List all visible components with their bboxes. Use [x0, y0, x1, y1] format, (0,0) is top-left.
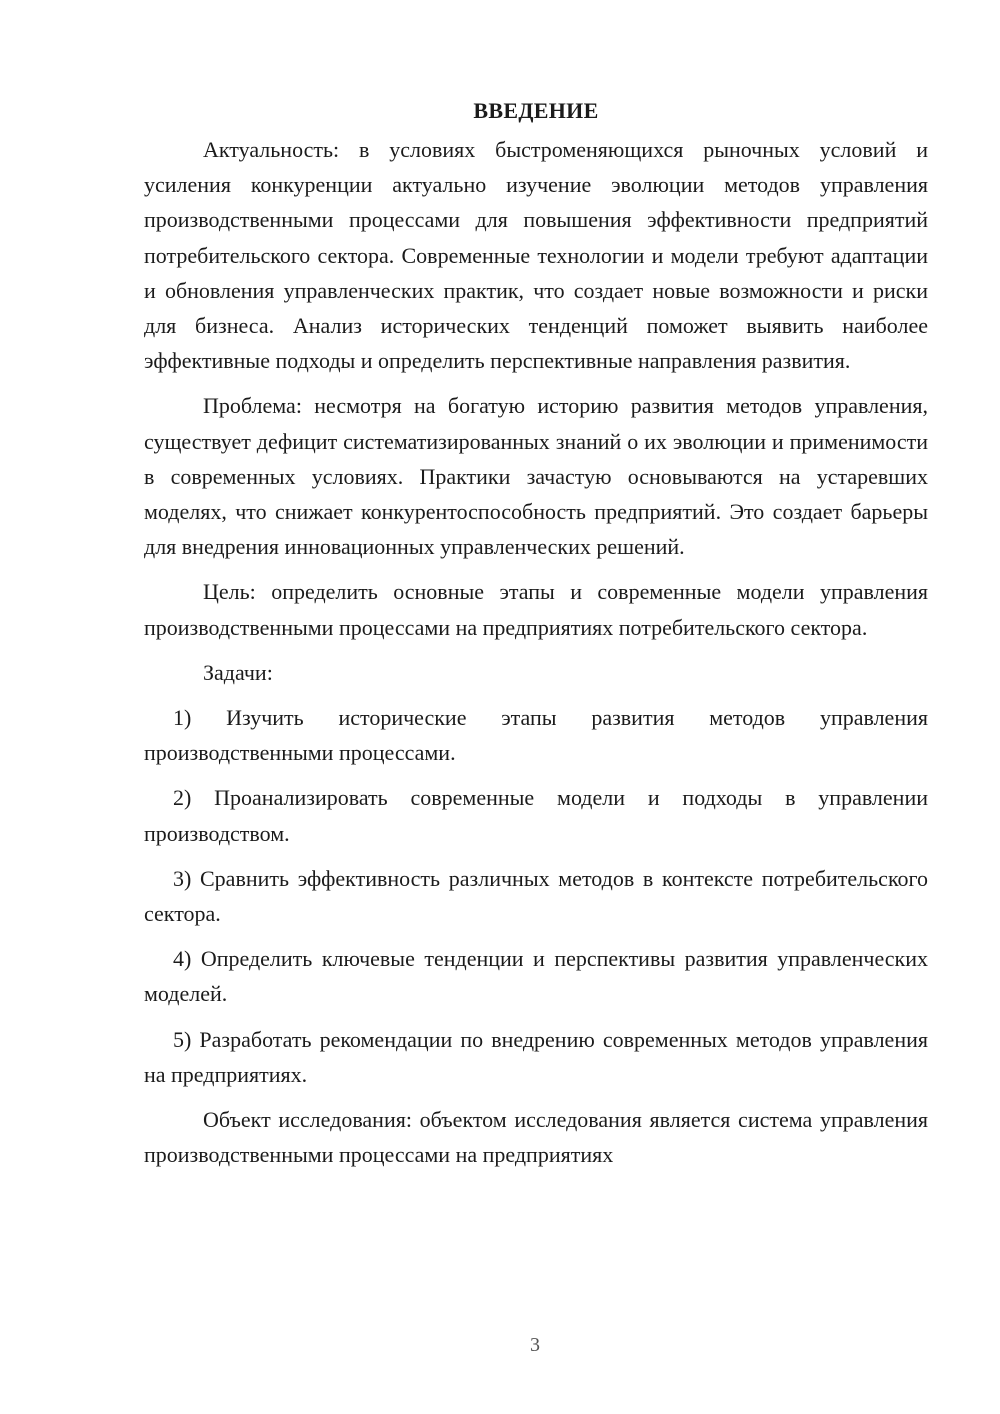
- tasks-list: [144, 700, 928, 1092]
- paragraph-goal: Цель: определить основные этапы и современные модели управления производственными процессами на предприятиях потребительского сектора.: [144, 579, 928, 640]
- tasks-title: Задачи:: [203, 659, 273, 685]
- page-content: [144, 96, 928, 1182]
- task-item: 2) Проанализировать современные модели и подходы в управлении производством.: [144, 785, 928, 846]
- page-number: 3: [530, 1334, 540, 1356]
- paragraph-relevance: Актуальность: в условиях быстроменяющихся рыночных условий и усиления конкуренции актуально изучение эволюции методов управления производственными процессами для повышения эффективности предприятий потребительского сектора. Современные технологии и модели требуют адаптации и обновления управленческих практик, что создает новые возможности и риски для бизнеса. Анализ исторических тенденций поможет выявить наиболее эффективные подходы и определить перспективные направления развития.: [144, 137, 928, 374]
- task-item: 3) Сравнить эффективность различных методов в контексте потребительского сектора.: [144, 865, 928, 927]
- paragraph-object: Объект исследования: объектом исследования является система управления производственными процессами на предприятиях: [144, 1107, 928, 1168]
- task-item: 5) Разработать рекомендации по внедрению современных методов управления на предприятиях.: [144, 1026, 928, 1087]
- section-heading: ВВЕДЕНИЕ: [473, 98, 599, 123]
- paragraph-problem: Проблема: несмотря на богатую историю развития методов управления, существует дефицит систематизированных знаний о их эволюции и применимости в современных условиях. Практики зачастую основываются на устаревших моделях, что снижает конкурентоспособность предприятий. Это создает барьеры для внедрения инновационных управленческих решений.: [144, 393, 928, 560]
- task-item: 1) Изучить исторические этапы развития методов управления производственными процессами.: [144, 705, 928, 766]
- task-item: 4) Определить ключевые тенденции и перспективы развития управленческих моделей.: [144, 946, 928, 1007]
